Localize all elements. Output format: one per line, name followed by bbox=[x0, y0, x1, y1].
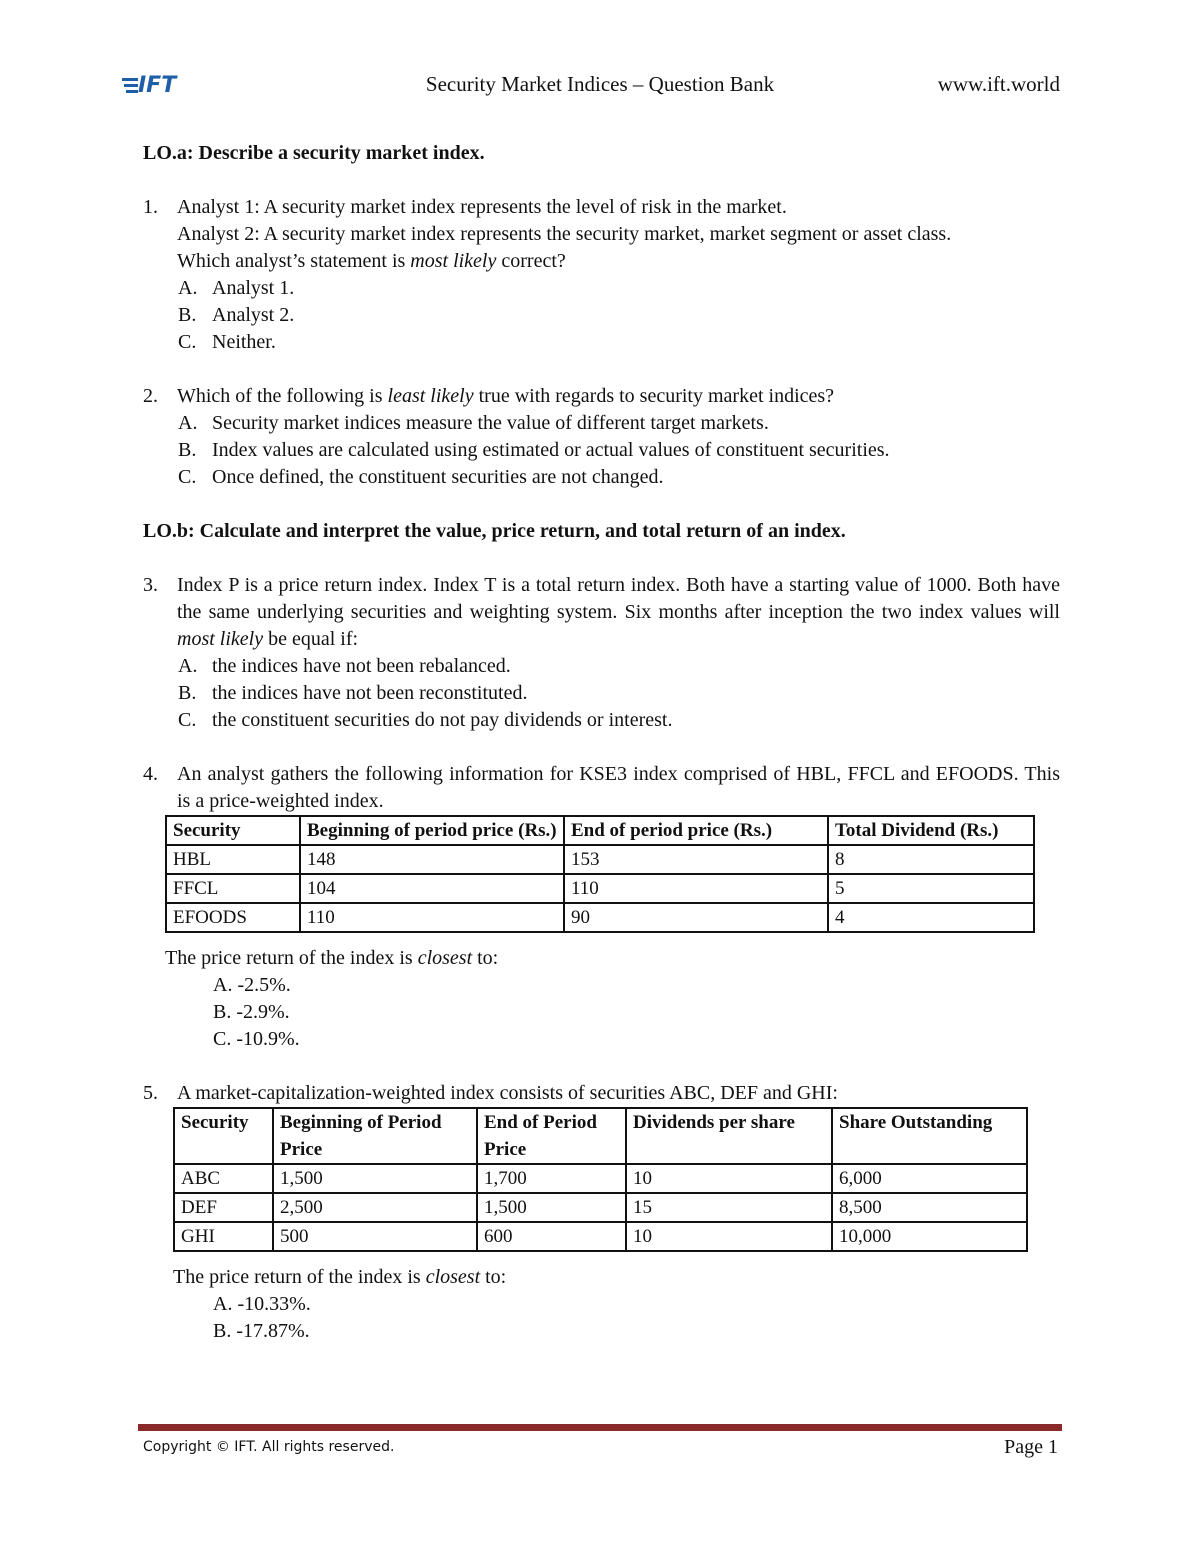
q1-line1: Analyst 1: A security market index represents the level of risk in the market. bbox=[177, 196, 787, 218]
table-cell: 10 bbox=[626, 1222, 832, 1251]
table-cell: 500 bbox=[273, 1222, 477, 1251]
table-cell: 1,700 bbox=[477, 1164, 626, 1193]
footer-divider bbox=[138, 1424, 1062, 1431]
table-cell: 8 bbox=[828, 845, 1034, 874]
lo-b-heading: LO.b: Calculate and interpret the value, price return, and total return of an index. bbox=[143, 520, 846, 542]
question-number: 3. bbox=[143, 574, 158, 596]
answer-option: C. the constituent securities do not pay dividends or interest. bbox=[178, 709, 673, 731]
table-row bbox=[166, 845, 1034, 874]
table-cell: 90 bbox=[564, 903, 828, 932]
table-row bbox=[174, 1222, 1027, 1251]
q4-table bbox=[165, 815, 1035, 933]
content bbox=[143, 140, 1060, 1345]
q2-stem: Which of the following is least likely true with regards to security market indices? bbox=[177, 385, 835, 407]
table-cell: GHI bbox=[174, 1222, 273, 1251]
table-cell: ABC bbox=[174, 1164, 273, 1193]
answer-option: B. Analyst 2. bbox=[178, 304, 295, 326]
question-3 bbox=[143, 572, 1060, 653]
question-2 bbox=[143, 383, 1060, 410]
table-cell: 110 bbox=[300, 903, 564, 932]
table-cell: 8,500 bbox=[832, 1193, 1027, 1222]
column-header: End of period price (Rs.) bbox=[564, 816, 828, 845]
table-cell: 600 bbox=[477, 1222, 626, 1251]
question-4 bbox=[143, 761, 1060, 815]
table-cell: 10,000 bbox=[832, 1222, 1027, 1251]
column-header: End of Period Price bbox=[477, 1108, 626, 1164]
q4-ask: The price return of the index is closest to: bbox=[165, 947, 499, 969]
q1-stem: Which analyst’s statement is most likely correct? bbox=[177, 250, 566, 272]
q4-stem: An analyst gathers the following information for KSE3 index comprised of HBL, FFCL and EFOODS. This is a price-weighted index. bbox=[177, 763, 1060, 812]
question-number: 4. bbox=[143, 763, 158, 785]
table-cell: 110 bbox=[564, 874, 828, 903]
column-header: Security bbox=[174, 1108, 273, 1164]
answer-option: B. -2.9%. bbox=[213, 1001, 290, 1023]
column-header: Beginning of Period Price bbox=[273, 1108, 477, 1164]
answer-option: B. -17.87%. bbox=[213, 1320, 310, 1342]
answer-option: A. -2.5%. bbox=[213, 974, 291, 996]
lo-a-heading: LO.a: Describe a security market index. bbox=[143, 142, 485, 164]
table-cell: 10 bbox=[626, 1164, 832, 1193]
table-cell: EFOODS bbox=[166, 903, 300, 932]
answer-option: A. Analyst 1. bbox=[178, 277, 295, 299]
answer-option: C. Once defined, the constituent securities are not changed. bbox=[178, 466, 664, 488]
table-cell: 1,500 bbox=[273, 1164, 477, 1193]
column-header: Beginning of period price (Rs.) bbox=[300, 816, 564, 845]
header-url[interactable]: www.ift.world bbox=[937, 72, 1060, 96]
table-cell: 6,000 bbox=[832, 1164, 1027, 1193]
table-cell: 5 bbox=[828, 874, 1034, 903]
question-number: 2. bbox=[143, 385, 158, 407]
logo-text: IFT bbox=[138, 73, 177, 96]
column-header: Dividends per share bbox=[626, 1108, 832, 1164]
table-cell: 1,500 bbox=[477, 1193, 626, 1222]
table-cell: FFCL bbox=[166, 874, 300, 903]
table-row bbox=[174, 1164, 1027, 1193]
answer-option: B. the indices have not been reconstituted. bbox=[178, 682, 528, 704]
q1-line2: Analyst 2: A security market index represents the security market, market segment or asset class. bbox=[177, 223, 952, 245]
q3-stem: Index P is a price return index. Index T is a total return index. Both have a starting value of 1000. Both have the same underlying securities and weighting system. Six months after inception the two index values will most likely be equal if: bbox=[177, 574, 1060, 650]
question-5 bbox=[143, 1080, 1060, 1107]
table-row bbox=[166, 903, 1034, 932]
table-cell: DEF bbox=[174, 1193, 273, 1222]
table-row bbox=[166, 874, 1034, 903]
copyright-text: Copyright © IFT. All rights reserved. bbox=[143, 1439, 395, 1455]
q5-stem: A market-capitalization-weighted index consists of securities ABC, DEF and GHI: bbox=[177, 1082, 838, 1104]
table-header-row bbox=[166, 816, 1034, 845]
answer-option: B. Index values are calculated using estimated or actual values of constituent securities. bbox=[178, 439, 890, 461]
table-cell: 153 bbox=[564, 845, 828, 874]
answer-option: A. -10.33%. bbox=[213, 1293, 311, 1315]
table-header-row bbox=[174, 1108, 1027, 1164]
column-header: Total Dividend (Rs.) bbox=[828, 816, 1034, 845]
answer-option: A. the indices have not been rebalanced. bbox=[178, 655, 511, 677]
table-cell: 104 bbox=[300, 874, 564, 903]
question-1 bbox=[143, 194, 1060, 275]
table-cell: HBL bbox=[166, 845, 300, 874]
header-title: Security Market Indices – Question Bank bbox=[425, 72, 775, 96]
column-header: Share Outstanding bbox=[832, 1108, 1027, 1164]
page-number: Page 1 bbox=[1004, 1436, 1058, 1458]
answer-option: A. Security market indices measure the value of different target markets. bbox=[178, 412, 769, 434]
table-cell: 15 bbox=[626, 1193, 832, 1222]
table-row bbox=[174, 1193, 1027, 1222]
answer-option: C. Neither. bbox=[178, 331, 276, 353]
table-cell: 4 bbox=[828, 903, 1034, 932]
table-cell: 148 bbox=[300, 845, 564, 874]
question-number: 5. bbox=[143, 1082, 158, 1104]
question-number: 1. bbox=[143, 196, 158, 218]
column-header: Security bbox=[166, 816, 300, 845]
q5-table bbox=[173, 1107, 1028, 1252]
q5-ask: The price return of the index is closest to: bbox=[173, 1266, 507, 1288]
table-cell: 2,500 bbox=[273, 1193, 477, 1222]
answer-option: C. -10.9%. bbox=[213, 1028, 300, 1050]
